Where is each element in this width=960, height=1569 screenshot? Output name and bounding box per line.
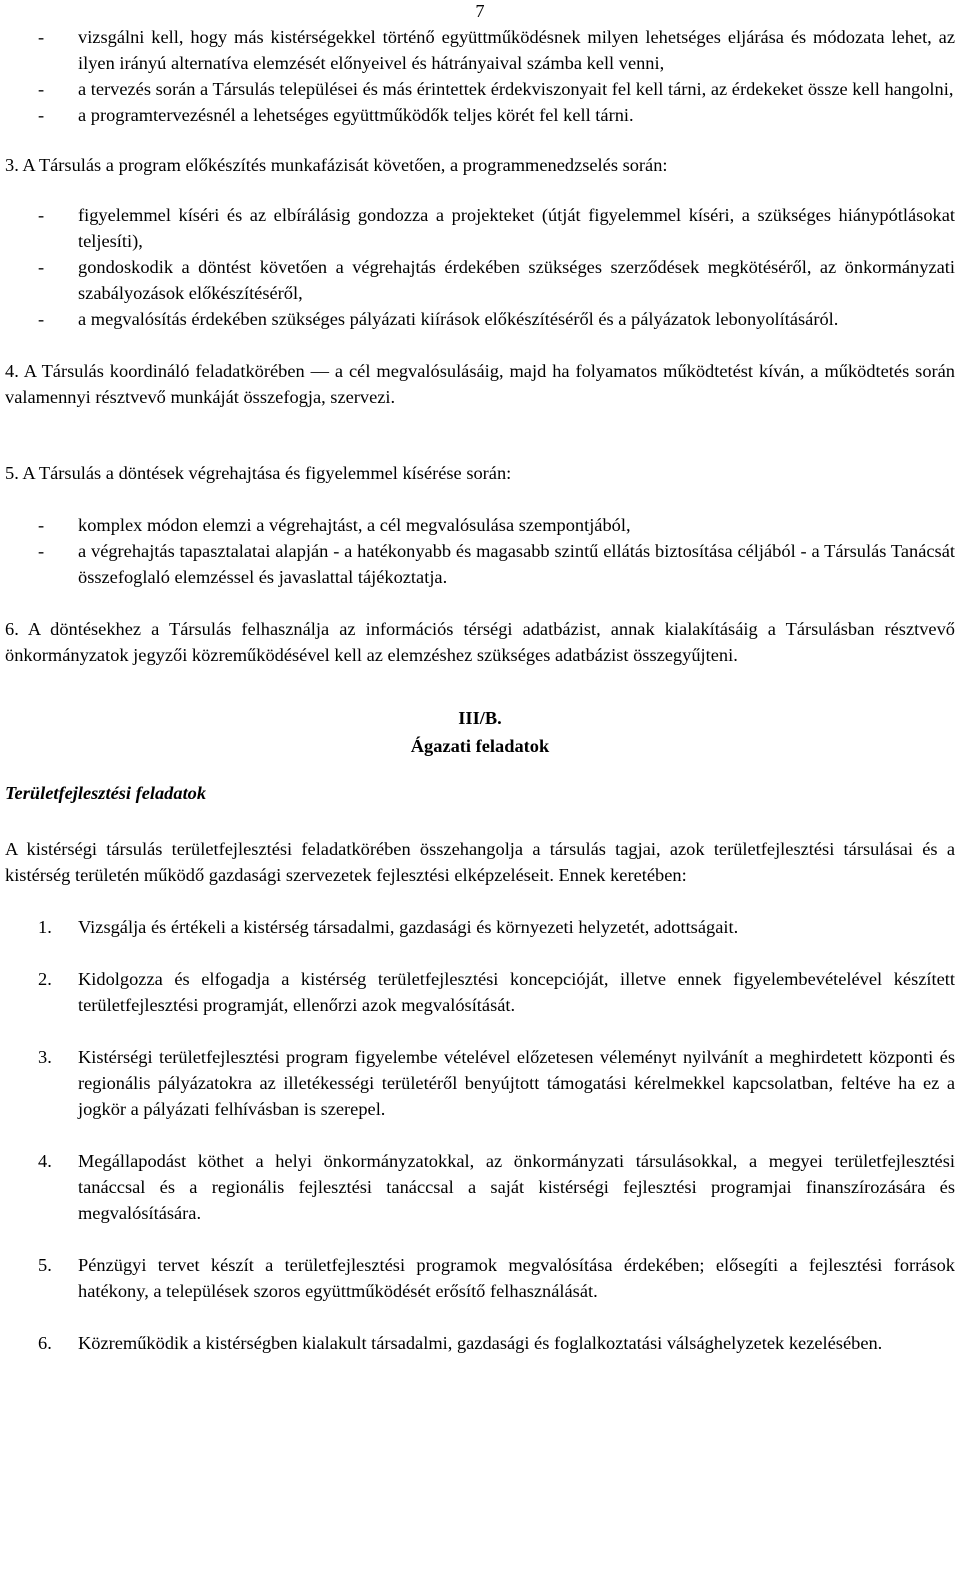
numbered-item [5, 1252, 955, 1304]
section-heading-block [5, 704, 955, 824]
list-item-text: a tervezés során a Társulás települései és más érintettek érdekviszonyait fel kell tárni, az érdekeket össze kell hangolni, [78, 79, 954, 99]
numbered-item [5, 1044, 955, 1122]
paragraph-5-bullet-list [5, 512, 955, 590]
list-item-text: a megvalósítás érdekében szükséges pályázati kiírások előkészítéséről és a pályázatok lebonyolításáról. [78, 309, 839, 329]
intro-bullet-list [5, 24, 955, 128]
item-text: Megállapodást köthet a helyi önkormányzatokkal, az önkormányzati társulásokkal, a megyei területfejlesztési tanáccsal és a regionális fejlesztési tanáccsal a saját kistérségi fejlesztési programjai finanszírozására és megvalósítására. [78, 1151, 955, 1223]
paragraph-5: 5. A Társulás a döntések végrehajtása és figyelemmel kísérése során: [5, 463, 512, 483]
paragraph-3: 3. A Társulás a program előkészítés munkafázisát követően, a programmenedzselés során: [5, 155, 668, 175]
page-number: 7 [475, 1, 485, 21]
bullet-mark: - [38, 105, 45, 125]
item-number: 1. [38, 917, 52, 937]
heading-number: III/B. [458, 708, 502, 728]
bullet-mark: - [38, 79, 45, 99]
list-item [5, 76, 955, 102]
list-item-text: a programtervezésnél a lehetséges együttműködők teljes körét fel kell tárni. [78, 105, 634, 125]
section-heading [0, 704, 960, 760]
document-body [5, 24, 955, 1356]
item-number: 5. [38, 1255, 52, 1275]
list-item-text: vizsgálni kell, hogy más kistérségekkel történő együttműködésnek milyen lehetséges eljárása és módozata lehet, az ilyen irányú alternatíva elemzését előnyeivel és hátrányaival számba kell venni, [78, 27, 955, 73]
numbered-item [5, 966, 955, 1018]
bullet-mark: - [38, 309, 45, 329]
list-item [5, 102, 955, 128]
bullet-mark: - [38, 257, 45, 277]
item-number: 2. [38, 969, 52, 989]
item-number: 6. [38, 1333, 52, 1353]
list-item-text: komplex módon elemzi a végrehajtást, a cél megvalósulása szempontjából, [78, 515, 631, 535]
item-text: Kistérségi területfejlesztési program figyelembe vételével előzetesen véleményt nyilvánít a meghirdetett központi és regionális pályázatokra az illetékességi területéről benyújtott támogatási kérelmekkel kapcsolatban, feltéve ha ez a jogkör a pályázati felhívásban is szerepel. [78, 1047, 955, 1119]
item-number: 3. [38, 1047, 52, 1067]
bullet-mark: - [38, 205, 45, 225]
bullet-mark: - [38, 27, 45, 47]
paragraph-3-bullet-list [5, 202, 955, 332]
numbered-item [5, 914, 955, 940]
item-text: Vizsgálja és értékeli a kistérség társadalmi, gazdasági és környezeti helyzetét, adottságait. [78, 917, 739, 937]
item-number: 4. [38, 1151, 52, 1171]
numbered-list [5, 914, 955, 1356]
list-item-text: gondoskodik a döntést követően a végrehajtás érdekében szükséges szerződések megkötéséről, az önkormányzati szabályozások előkészítéséről, [78, 257, 955, 303]
list-item [5, 512, 955, 538]
numbered-item [5, 1148, 955, 1226]
heading-title: Ágazati feladatok [410, 736, 550, 756]
list-item-text: figyelemmel kíséri és az elbírálásig gondozza a projekteket (útját figyelemmel kíséri, a szükséges hiánypótlásokat teljesíti), [78, 205, 955, 251]
bullet-mark: - [38, 541, 45, 561]
section-intro: A kistérségi társulás területfejlesztési feladatkörében összehangolja a társulás tagjai, azok területfejlesztési társulásai és a kistérség területén működő gazdasági szervezetek fejlesztési elképzeléseit. Ennek keretében: [5, 839, 955, 885]
list-item [5, 202, 955, 254]
paragraph-6: 6. A döntésekhez a Társulás felhasználja az információs térségi adatbázist, annak kialakításáig a Társulásban résztvevő önkormányzatok jegyzői közreműködésével kell az elemzéshez szükséges adatbázist összegyűjteni. [5, 619, 955, 665]
bullet-mark: - [38, 515, 45, 535]
list-item [5, 306, 955, 332]
item-text: Közreműködik a kistérségben kialakult társadalmi, gazdasági és foglalkoztatási válsághelyzetek kezelésében. [78, 1333, 883, 1353]
list-item [5, 538, 955, 590]
paragraph-4: 4. A Társulás koordináló feladatkörében — a cél megvalósulásáig, majd ha folyamatos működtetést kíván, a működtetés során valamennyi résztvevő munkáját összefogja, szervezi. [5, 361, 955, 407]
item-text: Pénzügyi tervet készít a területfejlesztési programok megvalósítása érdekében; elősegíti a fejlesztési források hatékony, a települések szoros együttműködését erősítő felhasználását. [78, 1255, 955, 1301]
list-item [5, 254, 955, 306]
list-item [5, 24, 955, 76]
item-text: Kidolgozza és elfogadja a kistérség területfejlesztési koncepcióját, illetve ennek figyelembevételével készített területfejlesztési programját, ellenőrzi azok megvalósítását. [78, 969, 955, 1015]
subsection-title: Területfejlesztési feladatok [5, 783, 207, 803]
list-item-text: a végrehajtás tapasztalatai alapján - a hatékonyabb és magasabb szintű ellátás biztosítása céljából - a Társulás Tanácsát összefoglaló elemzéssel és javaslattal tájékoztatja. [78, 541, 955, 587]
numbered-item [5, 1330, 955, 1356]
